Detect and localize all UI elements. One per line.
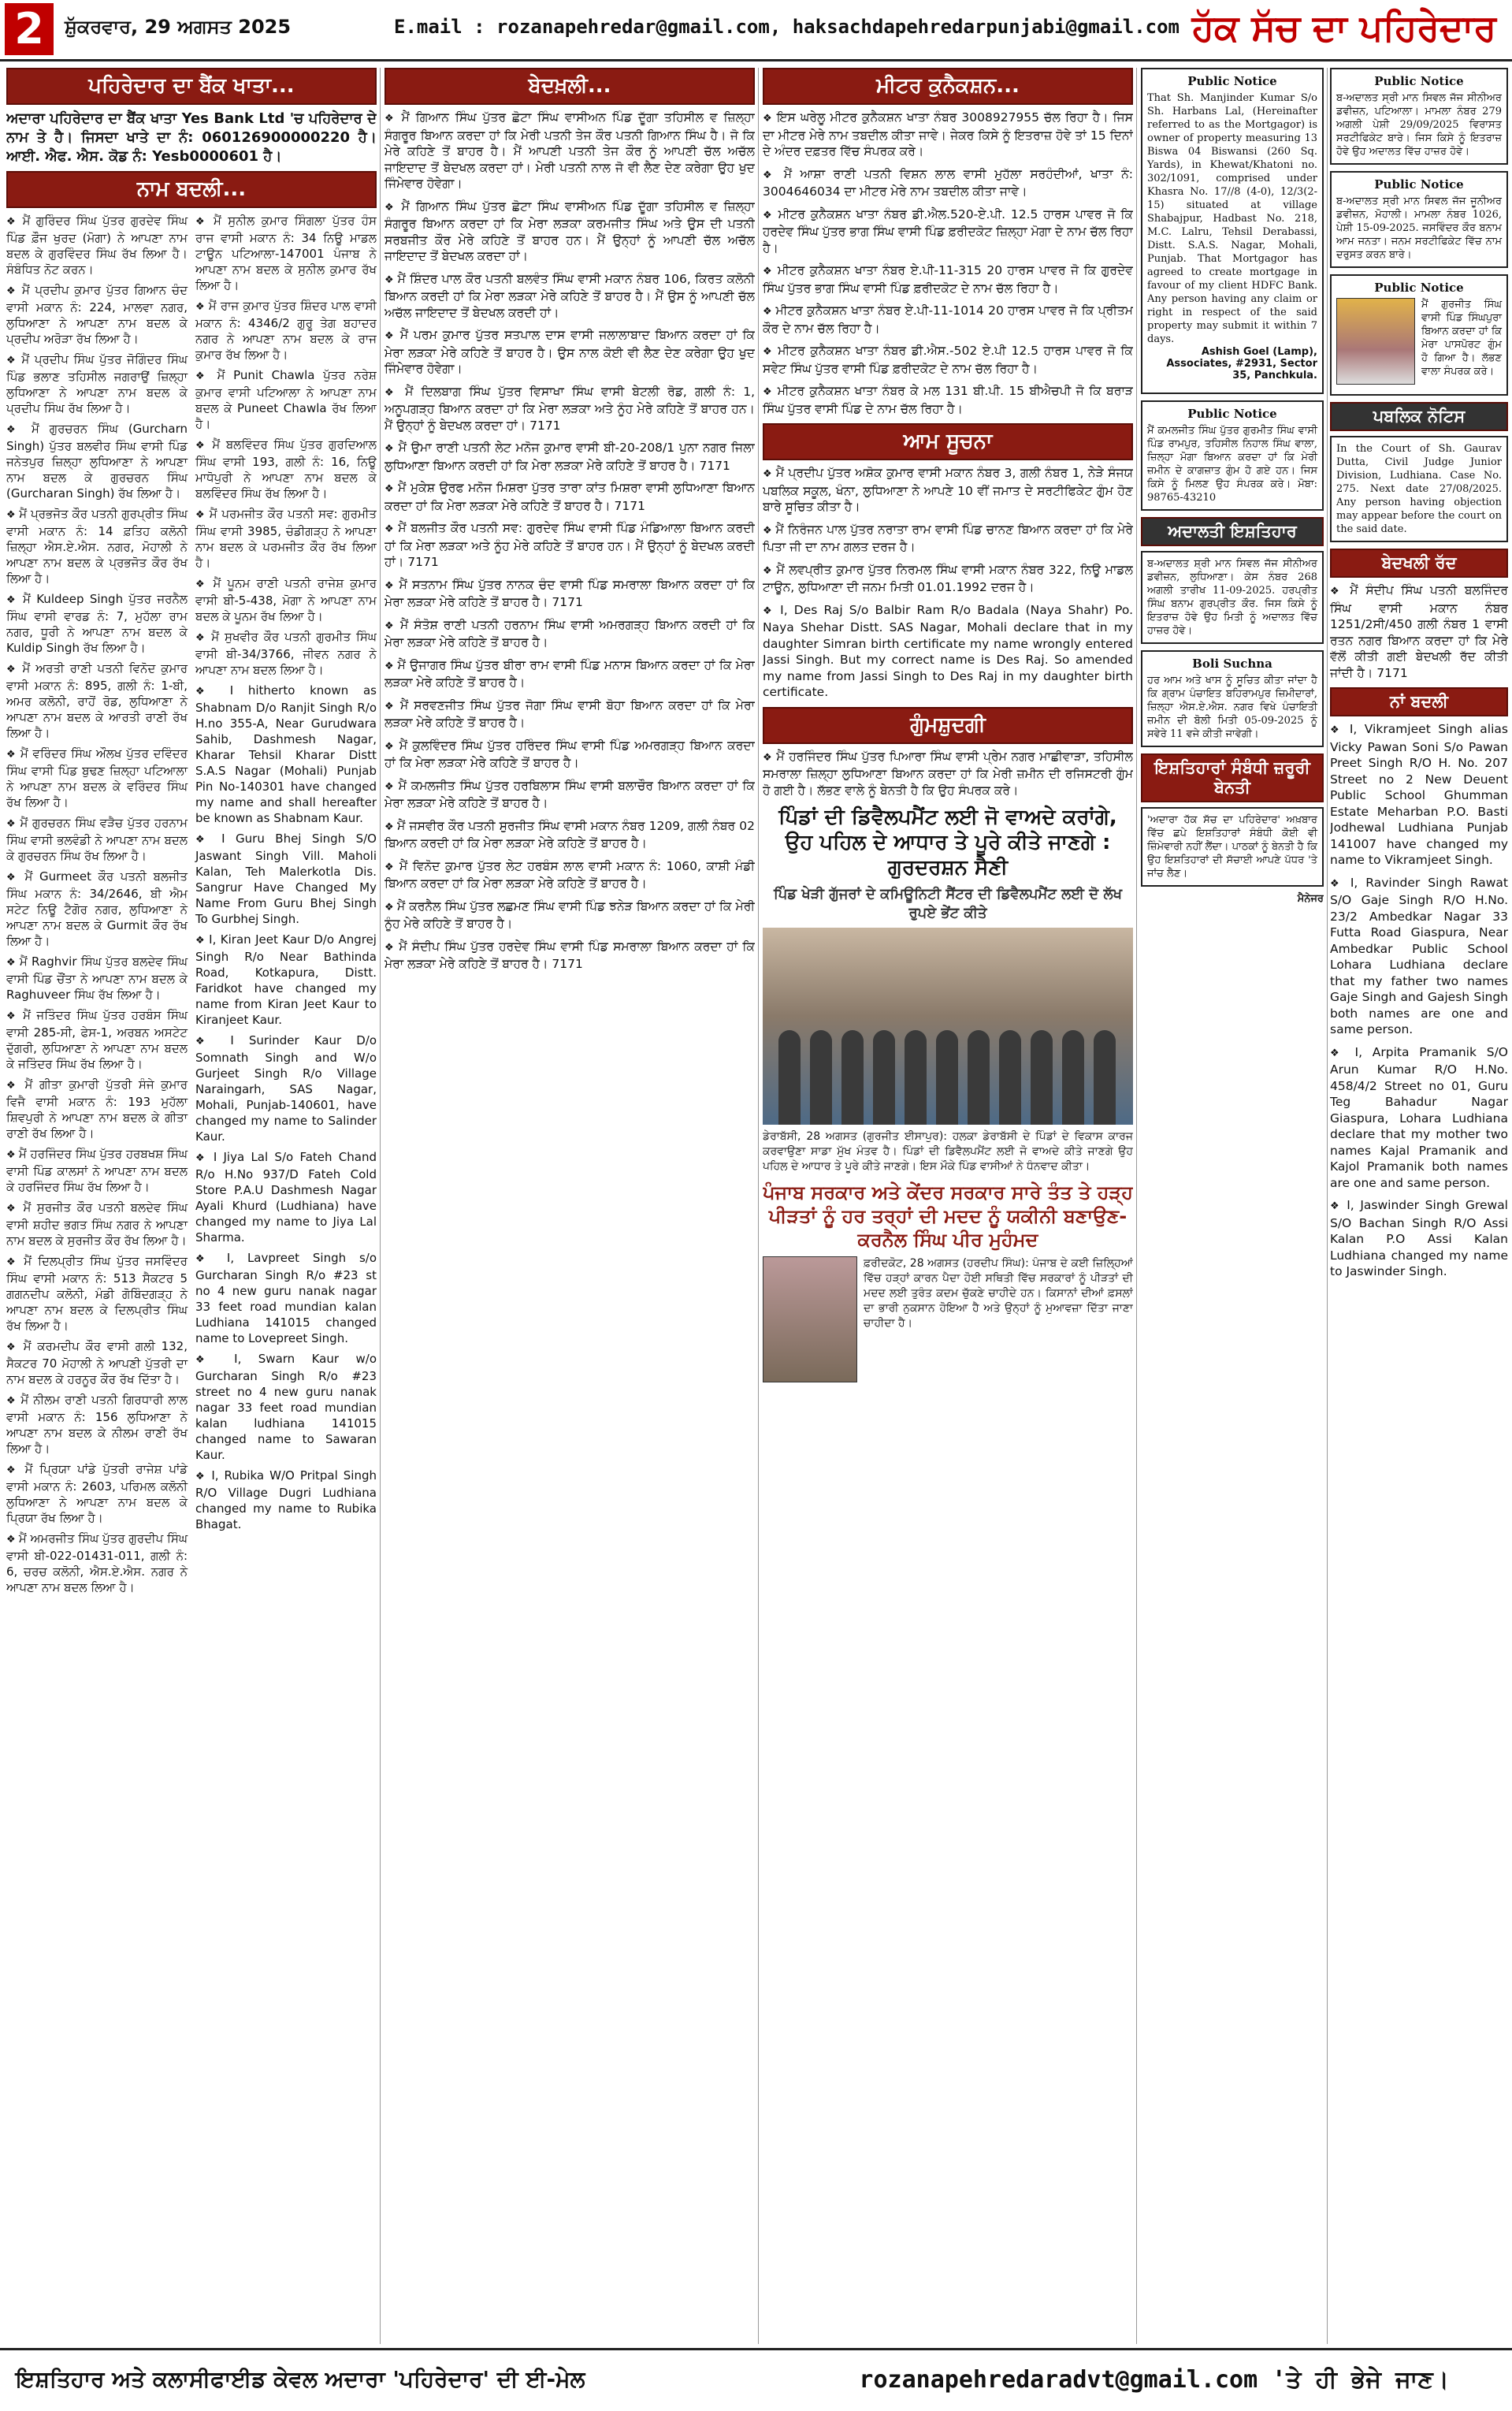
list-item: ❖ ਮੈਂ ਕੁਲਵਿੰਦਰ ਸਿੰਘ ਪੁੱਤਰ ਹਰਿੰਦਰ ਸਿੰਘ ਵਾਸੀ ਪਿੰਡ ਅਮਰਗੜ੍ਹ ਬਿਆਨ ਕਰਦਾ ਹਾਂ ਕਿ ਮੇਰਾ ਲੜਕਾ ਮੇਰੇ ਕਹਿਣੇ ਤੋਂ ਬਾਹਰ ਹੈ। xyxy=(385,738,755,772)
list-item: ❖ ਮੈਂ ਅਰਤੀ ਰਾਣੀ ਪਤਨੀ ਵਿਨੋਦ ਕੁਮਾਰ ਵਾਸੀ ਮਕਾਨ ਨੰ: 895, ਗਲੀ ਨੰ: 1-ਬੀ, ਅਮਰ ਕਲੋਨੀ, ਰਾਹੋਂ ਰੋਡ, ਲੁਧਿਆਣਾ ਨੇ ਆਪਣਾ ਨਾਮ ਬਦਲ ਕੇ ਆਰਤੀ ਰਾਣੀ ਰੱਖ ਲਿਆ ਹੈ। xyxy=(6,660,188,741)
list-item: ❖ I Surinder Kaur D/o Somnath Singh and W/o Gurjeet Singh R/o Village Naraingarh, SAS Nagar, Mohali, Punjab-140601, have changed my name to Salinder Kaur. xyxy=(195,1032,377,1144)
auction-box xyxy=(1141,650,1324,747)
list-item: ❖ ਮੈਂ Kuldeep Singh ਪੁੱਤਰ ਜਰਨੈਲ ਸਿੰਘ ਵਾਸੀ ਵਾਰਡ ਨੰ: 7, ਮੁਹੱਲਾ ਰਾਮ ਨਗਰ, ਧੂਰੀ ਨੇ ਆਪਣਾ ਨਾਮ ਬਦਲ ਕੇ Kuldip Singh ਰੱਖ ਲਿਆ ਹੈ। xyxy=(6,591,188,656)
ads-request-text: 'ਅਦਾਰਾ ਹੱਕ ਸੱਚ ਦਾ ਪਹਿਰੇਦਾਰ' ਅਖ਼ਬਾਰ ਵਿੱਚ ਛਪੇ ਇਸ਼ਤਿਹਾਰਾਂ ਸੰਬੰਧੀ ਕੋਈ ਵੀ ਜ਼ਿੰਮੇਵਾਰੀ ਨਹੀਂ ਲੈਂਦਾ। ਪਾਠਕਾਂ ਨੂੰ ਬੇਨਤੀ ਹੈ ਕਿ ਉਹ ਇਸ਼ਤਿਹਾਰਾਂ ਦੀ ਸੱਚਾਈ ਆਪਣੇ ਪੱਧਰ 'ਤੇ ਜਾਂਚ ਲੈਣ। xyxy=(1141,807,1324,887)
public-notice-english: In the Court of Sh. Gaurav Dutta, Civil Judge Junior Division, Ludhiana. Case No. 275. Next date 27/08/2025. Any person having objection may appear before the court on the said date. xyxy=(1330,436,1508,542)
public-notice-box xyxy=(1141,68,1324,394)
column-divider xyxy=(1136,68,1137,2344)
general-notice-list xyxy=(763,465,1133,701)
meter-connection-list xyxy=(763,110,1133,417)
court-notice-box-3 xyxy=(1330,274,1508,396)
list-item: ❖ ਮੈਂ Gurmeet ਕੌਰ ਪਤਨੀ ਬਲਜੀਤ ਸਿੰਘ ਮਕਾਨ ਨੰ: 34/2646, ਬੀ ਐਮ ਸਟੇਟ ਨਿਊ ਟੈਗੋਰ ਨਗਰ, ਲੁਧਿਆਣਾ ਨੇ ਆਪਣਾ ਨਾਮ ਬਦਲ ਕੇ Gurmit ਕੌਰ ਰੱਖ ਲਿਆ ਹੈ। xyxy=(6,869,188,949)
column-meter-and-news xyxy=(763,68,1133,2344)
column-public-notices xyxy=(1141,68,1324,2344)
list-item: ❖ ਇਸ ਘਰੇਲੂ ਮੀਟਰ ਕੁਨੈਕਸ਼ਨ ਖਾਤਾ ਨੰਬਰ 3008927955 ਚੱਲ ਰਿਹਾ ਹੈ। ਜਿਸ ਦਾ ਮੀਟਰ ਮੇਰੇ ਨਾਮ ਤਬਦੀਲ ਕੀਤਾ ਜਾਵੇ। ਜੇਕਰ ਕਿਸੇ ਨੂੰ ਇਤਰਾਜ਼ ਹੋਵੇ ਤਾਂ 15 ਦਿਨਾਂ ਦੇ ਅੰਦਰ ਦਫ਼ਤਰ ਵਿੱਚ ਸੰਪਰਕ ਕਰੇ। xyxy=(763,110,1133,160)
story-subheadline: ਪਿੰਡ ਖੇੜੀ ਗੁੱਜਰਾਂ ਦੇ ਕਮਿਊਨਿਟੀ ਸੈਂਟਰ ਦੀ ਡਿਵੈਲਪਮੈਂਟ ਲਈ ਦੋ ਲੱਖ ਰੁਪਏ ਭੇਂਟ ਕੀਤੇ xyxy=(773,886,1123,921)
court-notice-2-text: ਬ-ਅਦਾਲਤ ਸ੍ਰੀ ਮਾਨ ਸਿਵਲ ਜੱਜ ਜੂਨੀਅਰ ਡਵੀਜ਼ਨ, ਮੋਹਾਲੀ। ਮਾਮਲਾ ਨੰਬਰ 1026, ਪੇਸ਼ੀ 15-09-2025. ਜਸਵਿੰਦਰ ਕੌਰ ਬਨਾਮ ਆਮ ਜਨਤਾ। ਜਨਮ ਸਰਟੀਫਿਕੇਟ ਵਿੱਚ ਨਾਮ ਦਰੁਸਤ ਕਰਨ ਬਾਰੇ। xyxy=(1336,195,1502,261)
column-name-change xyxy=(6,68,377,2344)
list-item: ❖ ਮੈਂ ਪ੍ਰਦੀਪ ਕੁਮਾਰ ਪੁੱਤਰ ਗਿਆਨ ਚੰਦ ਵਾਸੀ ਮਕਾਨ ਨੰ: 224, ਮਾਲਵਾ ਨਗਰ, ਲੁਧਿਆਣਾ ਨੇ ਆਪਣਾ ਨਾਮ ਬਦਲ ਕੇ ਪ੍ਰਦੀਪ ਅਰੋੜਾ ਰੱਖ ਲਿਆ ਹੈ। xyxy=(6,282,188,347)
story2-headline: ਪੰਜਾਬ ਸਰਕਾਰ ਅਤੇ ਕੇਂਦਰ ਸਰਕਾਰ ਸਾਰੇ ਤੰਤ ਤੇ ਹੜ੍ਹ ਪੀੜਤਾਂ ਨੂੰ ਹਰ ਤਰ੍ਹਾਂ ਦੀ ਮਦਦ ਨੂੰ ਯਕੀਨੀ ਬਣਾਉਣ-ਕਰਨੈਲ ਸਿੰਘ ਪੀਰ ਮੁਹੰਮਦ xyxy=(763,1181,1133,1251)
list-item: ❖ I, Vikramjeet Singh alias Vicky Pawan Soni S/o Pawan Preet Singh R/O H. No. 207 Street no 2 New Deuent Public School Ghumman Estate Meharban P.O. Basti Jodhewal Ludhiana Punjab 141007 have changed my name to Vikramjeet Singh. xyxy=(1330,721,1508,869)
list-item: ❖ I Guru Bhej Singh S/O Jaswant Singh Vill. Maholi Kalan, Teh Malerkotla Dis. Sangrur Have Changed My Name From Guru Bhej Singh To Gurbhej Singh. xyxy=(195,831,377,927)
meter-connection-heading: ਮੀਟਰ ਕੁਨੈਕਸ਼ਨ... xyxy=(763,68,1133,105)
court-notice-3-title: Public Notice xyxy=(1374,281,1464,295)
column-divider xyxy=(380,68,381,2344)
column-eviction xyxy=(385,68,755,2344)
column-divider xyxy=(1327,68,1328,2344)
missing-notice: ❖ ਮੈਂ ਹਰਜਿੰਦਰ ਸਿੰਘ ਪੁੱਤਰ ਪਿਆਰਾ ਸਿੰਘ ਵਾਸੀ ਪ੍ਰੇਮ ਨਗਰ ਮਾਛੀਵਾੜਾ, ਤਹਿਸੀਲ ਸਮਰਾਲਾ ਜ਼ਿਲ੍ਹਾ ਲੁਧਿਆਣਾ ਬਿਆਨ ਕਰਦਾ ਹਾਂ ਕਿ ਮੇਰੀ ਜ਼ਮੀਨ ਦੀ ਰਜਿਸਟਰੀ ਗੁੰਮ ਹੋ ਗਈ ਹੈ। ਲੱਭਣ ਵਾਲੇ ਨੂੰ ਬੇਨਤੀ ਹੈ ਕਿ ਉਹ ਸੰਪਰਕ ਕਰੇ। xyxy=(763,749,1133,799)
list-item: ❖ ਮੈਂ ਦਿਲਪ੍ਰੀਤ ਸਿੰਘ ਪੁੱਤਰ ਜਸਵਿੰਦਰ ਸਿੰਘ ਵਾਸੀ ਮਕਾਨ ਨੰ: 513 ਸੈਕਟਰ 5 ਗਗਨਦੀਪ ਕਲੋਨੀ, ਮੰਡੀ ਗੋਬਿੰਦਗੜ੍ਹ ਨੇ ਆਪਣਾ ਨਾਮ ਬਦਲ ਕੇ ਦਿਲਪ੍ਰੀਤ ਸਿੰਘ ਰੱਖ ਲਿਆ ਹੈ। xyxy=(6,1253,188,1334)
list-item: ❖ ਮੈਂ ਪਰਮਜੀਤ ਕੌਰ ਪਤਨੀ ਸਵ: ਗੁਰਮੀਤ ਸਿੰਘ ਵਾਸੀ 3985, ਚੰਡੀਗੜ੍ਹ ਨੇ ਆਪਣਾ ਨਾਮ ਬਦਲ ਕੇ ਪਰਮਜੀਤ ਕੌਰ ਰੱਖ ਲਿਆ ਹੈ। xyxy=(195,506,377,571)
list-item: ❖ ਮੈਂ ਸਤਨਾਮ ਸਿੰਘ ਪੁੱਤਰ ਨਾਨਕ ਚੰਦ ਵਾਸੀ ਪਿੰਡ ਸਮਰਾਲਾ ਬਿਆਨ ਕਰਦਾ ਹਾਂ ਕਿ ਮੇਰਾ ਲੜਕਾ ਮੇਰੇ ਕਹਿਣੇ ਤੋਂ ਬਾਹਰ ਹੈ। 7171 xyxy=(385,577,755,611)
list-item: ❖ I, Des Raj S/o Balbir Ram R/o Badala (Naya Shahr) Po. Naya Shehar Distt. SAS Nagar, Mohali declare that in my daughter Simran birth certificate my name wrongly entered Jassi Singh. But my correct name is Des Raj. So amended my name from Jassi Singh to Des Raj in my daughter birth certificate. xyxy=(763,602,1133,701)
footer-email: rozanapehredaradvt@gmail.com 'ਤੇ ਹੀ ਭੇਜੇ ਜਾਣ। xyxy=(859,2366,1449,2394)
list-item: ❖ ਮੈਂ ਗਿਆਨ ਸਿੰਘ ਪੁੱਤਰ ਛੋਟਾ ਸਿੰਘ ਵਾਸੀਅਨ ਪਿੰਡ ਦੂੱਗਾ ਤਹਿਸੀਲ ਵ ਜ਼ਿਲ੍ਹਾ ਸੰਗਰੂਰ ਬਿਆਨ ਕਰਦਾ ਹਾਂ ਕਿ ਮੇਰਾ ਲੜਕਾ ਕਰਮਜੀਤ ਸਿੰਘ ਅਤੇ ਉਸ ਦੀ ਪਤਨੀ ਸਰਬਜੀਤ ਕੌਰ ਮੇਰੇ ਕਹਿਣੇ ਤੋਂ ਬਾਹਰ ਹਨ। ਮੈਂ ਉਨ੍ਹਾਂ ਨੂੰ ਆਪਣੀ ਚੱਲ ਅਚੱਲ ਜਾਇਦਾਦ ਤੋਂ ਬੇਦਖਲ ਕਰਦਾ ਹਾਂ। xyxy=(385,199,755,265)
list-item: ❖ ਮੈਂ ਵਿਨੋਦ ਕੁਮਾਰ ਪੁੱਤਰ ਲੇਟ ਹਰਬੰਸ ਲਾਲ ਵਾਸੀ ਮਕਾਨ ਨੰ: 1060, ਕਾਸ਼ੀ ਮੰਡੀ ਬਿਆਨ ਕਰਦਾ ਹਾਂ ਕਿ ਮੇਰਾ ਲੜਕਾ ਮੇਰੇ ਕਹਿਣੇ ਤੋਂ ਬਾਹਰ ਹੈ। xyxy=(385,858,755,892)
list-item: ❖ ਮੈਂ ਗਿਆਨ ਸਿੰਘ ਪੁੱਤਰ ਛੋਟਾ ਸਿੰਘ ਵਾਸੀਅਨ ਪਿੰਡ ਦੂੱਗਾ ਤਹਿਸੀਲ ਵ ਜ਼ਿਲ੍ਹਾ ਸੰਗਰੂਰ ਬਿਆਨ ਕਰਦਾ ਹਾਂ ਕਿ ਮੇਰੀ ਪਤਨੀ ਤੇਜ ਕੌਰ ਪਤਨੀ ਗਿਆਨ ਸਿੰਘ ਹੈ। ਜੋ ਕਿ ਮੇਰੇ ਕਹਿਣੇ ਤੋਂ ਬਾਹਰ ਹੈ। ਮੈਂ ਆਪਣੀ ਪਤਨੀ ਤੇਜ ਕੌਰ ਨੂੰ ਆਪਣੀ ਚੱਲ ਅਚੱਲ ਜਾਇਦਾਦ ਤੋਂ ਬੇਦਖਲ ਕਰਦਾ ਹਾਂ। ਮੇਰੀ ਪਤਨੀ ਨਾਲ ਜੋ ਵੀ ਲੈਣ ਦੇਣ ਕਰੇਗਾ ਉਹ ਖੁਦ ਜਿੰਮੇਵਾਰ ਹੋਵੇਗਾ। xyxy=(385,110,755,192)
list-item: ❖ ਮੈਂ ਬਲਜੀਤ ਕੌਰ ਪਤਨੀ ਸਵ: ਗੁਰਦੇਵ ਸਿੰਘ ਵਾਸੀ ਪਿੰਡ ਮੰਡਿਆਲਾ ਬਿਆਨ ਕਰਦੀ ਹਾਂ ਕਿ ਮੇਰਾ ਲੜਕਾ ਅਤੇ ਨੂੰਹ ਮੇਰੇ ਕਹਿਣੇ ਤੋਂ ਬਾਹਰ ਹਨ। ਮੈਂ ਉਨ੍ਹਾਂ ਨੂੰ ਬੇਦਖਲ ਕਰਦੀ ਹਾਂ। 7171 xyxy=(385,520,755,571)
public-notice-sign: Ashish Goel (Lamp), Associates, #2931, Sector 35, Panchkula. xyxy=(1166,346,1317,381)
list-item: ❖ ਮੈਂ ਕਮਲਜੀਤ ਸਿੰਘ ਪੁੱਤਰ ਹਰਬਿਲਾਸ ਸਿੰਘ ਵਾਸੀ ਬਲਾਚੌਰ ਬਿਆਨ ਕਰਦਾ ਹਾਂ ਕਿ ਮੇਰਾ ਲੜਕਾ ਮੇਰੇ ਕਹਿਣੇ ਤੋਂ ਬਾਹਰ ਹੈ। xyxy=(385,778,755,812)
court-ad-heading: ਅਦਾਲਤੀ ਇਸ਼ਤਿਹਾਰ xyxy=(1141,517,1324,546)
list-item: ❖ ਮੈਂ ਨੀਲਮ ਰਾਣੀ ਪਤਨੀ ਗਿਰਧਾਰੀ ਲਾਲ ਵਾਸੀ ਮਕਾਨ ਨੰ: 156 ਲੁਧਿਆਣਾ ਨੇ ਆਪਣਾ ਨਾਮ ਬਦਲ ਕੇ ਨੀਲਮ ਰਾਣੀ ਰੱਖ ਲਿਆ ਹੈ। xyxy=(6,1392,188,1457)
list-item: ❖ ਮੈਂ ਉਮਾ ਰਾਣੀ ਪਤਨੀ ਲੇਟ ਮਨੋਜ ਕੁਮਾਰ ਵਾਸੀ ਬੀ-20-208/1 ਪੁਨਾ ਨਗਰ ਜਿਲਾ ਲੁਧਿਆਣਾ ਬਿਆਨ ਕਰਦੀ ਹਾਂ ਕਿ ਮੇਰਾ ਲੜਕਾ ਮੇਰੇ ਕਹਿਣੇ ਤੋਂ ਬਾਹਰ ਹੈ। 7171 xyxy=(385,440,755,474)
ads-request-heading: ਇਸ਼ਤਿਹਾਰਾਂ ਸੰਬੰਧੀ ਜ਼ਰੂਰੀ ਬੇਨਤੀ xyxy=(1141,753,1324,802)
list-item: ❖ ਮੀਟਰ ਕੁਨੈਕਸ਼ਨ ਖਾਤਾ ਨੰਬਰ ਏ.ਪੀ-11-1014 20 ਹਾਰਸ ਪਾਵਰ ਜੋ ਕਿ ਪ੍ਰੀਤਮ ਕੌਰ ਦੇ ਨਾਮ ਚੱਲ ਰਿਹਾ ਹੈ। xyxy=(763,303,1133,337)
court-notice-2-title: Public Notice xyxy=(1374,177,1464,192)
public-notice-text: That Sh. Manjinder Kumar S/o Sh. Harbans Lal, (Hereinafter referred to as the Mortgagor) is owner of property measuring 13 Biswa 04 Biswansi (260 Sq. Yards), in Khewat/Khatoni no. 302/1091, comprised under Khasra No. 17//8 (4-0), 12/3(2-15) situated at village Shabajpur, Hadbast No. 218, M.C. Lalru, Tehsil Derabassi, Distt. S.A.S. Nagar, Mohali, Punjab. That Mortgagor has agreed to create mortgage in favour of my client HDFC Bank. Any person having any claim or right in respect of the said property may submit it within 7 days. xyxy=(1147,92,1317,345)
list-item: ❖ ਮੈਂ ਵਰਿੰਦਰ ਸਿੰਘ ਔਲਖ ਪੁੱਤਰ ਦਵਿੰਦਰ ਸਿੰਘ ਵਾਸੀ ਪਿੰਡ ਬੁਢਣ ਜ਼ਿਲ੍ਹਾ ਪਟਿਆਲਾ ਨੇ ਆਪਣਾ ਨਾਮ ਬਦਲ ਕੇ ਵਰਿੰਦਰ ਸਿੰਘ ਰੱਖ ਲਿਆ ਹੈ। xyxy=(6,746,188,810)
list-item: ❖ ਮੈਂ Punit Chawla ਪੁੱਤਰ ਨਰੇਸ਼ ਕੁਮਾਰ ਵਾਸੀ ਪਟਿਆਲਾ ਨੇ ਆਪਣਾ ਨਾਮ ਬਦਲ ਕੇ Puneet Chawla ਰੱਖ ਲਿਆ ਹੈ। xyxy=(195,367,377,432)
public-notice-box-2 xyxy=(1141,400,1324,511)
auction-title: Boli Suchna xyxy=(1192,657,1272,671)
name-change-heading-2: ਨਾਂ ਬਦਲੀ xyxy=(1330,687,1508,716)
list-item: ❖ I, Swarn Kaur w/o Gurcharan Singh R/o #23 street no 4 new guru nanak nagar 33 feet road mundian kalan ludhiana 141015 changed name to Sawaran Kaur. xyxy=(195,1351,377,1463)
list-item: ❖ ਮੀਟਰ ਕੁਨੈਕਸ਼ਨ ਖਾਤਾ ਨੰਬਰ ਡੀ.ਐਲ.520-ਏ.ਪੀ. 12.5 ਹਾਰਸ ਪਾਵਰ ਜੋ ਕਿ ਹਰਦੇਵ ਸਿੰਘ ਪੁੱਤਰ ਭਾਗ ਸਿੰਘ ਵਾਸੀ ਪਿੰਡ ਫ਼ਰੀਦਕੋਟ ਜ਼ਿਲ੍ਹਾ ਮੋਗਾ ਦੇ ਨਾਮ ਚੱਲ ਰਿਹਾ ਹੈ। xyxy=(763,206,1133,257)
footer-text: ਇਸ਼ਤਿਹਾਰ ਅਤੇ ਕਲਾਸੀਫਾਈਡ ਕੇਵਲ ਅਦਾਰਾ 'ਪਹਿਰੇਦਾਰ' ਦੀ ਈ-ਮੇਲ xyxy=(16,2366,585,2392)
auction-text: ਹਰ ਆਮ ਅਤੇ ਖਾਸ ਨੂੰ ਸੂਚਿਤ ਕੀਤਾ ਜਾਂਦਾ ਹੈ ਕਿ ਗ੍ਰਾਮ ਪੰਚਾਇਤ ਬਹਿਰਾਮਪੁਰ ਜ਼ਿਮੀਦਾਰਾਂ, ਜ਼ਿਲ੍ਹਾ ਐਸ.ਏ.ਐਸ. ਨਗਰ ਵਿਖੇ ਪੰਚਾਇਤੀ ਜ਼ਮੀਨ ਦੀ ਬੋਲੀ ਮਿਤੀ 05-09-2025 ਨੂੰ ਸਵੇਰੇ 11 ਵਜੇ ਕੀਤੀ ਜਾਵੇਗੀ। xyxy=(1147,675,1317,740)
list-item: ❖ ਮੈਂ ਸ਼ਿੰਦਰ ਪਾਲ ਕੌਰ ਪਤਨੀ ਬਲਵੰਤ ਸਿੰਘ ਵਾਸੀ ਮਕਾਨ ਨੰਬਰ 106, ਕਿਰਤ ਕਲੋਨੀ ਬਿਆਨ ਕਰਦੀ ਹਾਂ ਕਿ ਮੇਰਾ ਲੜਕਾ ਮੇਰੇ ਕਹਿਣੇ ਤੋਂ ਬਾਹਰ ਹੈ। ਮੈਂ ਉਸ ਨੂੰ ਆਪਣੀ ਚੱਲ ਅਚੱਲ ਜਾਇਦਾਦ ਤੋਂ ਬੇਦਖਲ ਕਰਦੀ ਹਾਂ। xyxy=(385,271,755,322)
bank-account-heading: ਪਹਿਰੇਦਾਰ ਦਾ ਬੈਂਕ ਖਾਤਾ... xyxy=(6,68,377,105)
court-notice-text: ਬ-ਅਦਾਲਤ ਸ੍ਰੀ ਮਾਨ ਸਿਵਲ ਜੱਜ ਸੀਨੀਅਰ ਡਵੀਜ਼ਨ, ਪਟਿਆਲਾ। ਮਾਮਲਾ ਨੰਬਰ 279 ਅਗਲੀ ਪੇਸ਼ੀ 29/09/2025 ਵਿਰਾਸਤ ਸਰਟੀਫਿਕੇਟ ਬਾਰੇ। ਜਿਸ ਕਿਸੇ ਨੂੰ ਇਤਰਾਜ਼ ਹੋਵੇ ਉਹ ਅਦਾਲਤ ਵਿੱਚ ਹਾਜ਼ਰ ਹੋਵੇ। xyxy=(1336,92,1502,158)
eviction-cancel-heading: ਬੇਦਖਲੀ ਰੱਦ xyxy=(1330,549,1508,578)
list-item: ❖ ਮੈਂ ਸੁਖਵੀਰ ਕੌਰ ਪਤਨੀ ਗੁਰਮੀਤ ਸਿੰਘ ਵਾਸੀ ਬੀ-34/3766, ਜੀਵਨ ਨਗਰ ਨੇ ਆਪਣਾ ਨਾਮ ਬਦਲ ਲਿਆ ਹੈ। xyxy=(195,629,377,678)
name-change-list-2 xyxy=(1330,721,1508,1280)
public-notice-heading: ਪਬਲਿਕ ਨੋਟਿਸ xyxy=(1330,402,1508,431)
list-item: ❖ ਮੈਂ ਆਸ਼ਾ ਰਾਣੀ ਪਤਨੀ ਵਿਸ਼ਨ ਲਾਲ ਵਾਸੀ ਮੁਹੱਲਾ ਸਰਹੰਦੀਆਂ, ਖਾਤਾ ਨੰ: 3004646034 ਦਾ ਮੀਟਰ ਮੇਰੇ ਨਾਮ ਤਬਦੀਲ ਕੀਤਾ ਜਾਵੇ। xyxy=(763,166,1133,200)
list-item: ❖ I hitherto known as Shabnam D/o Ranjit Singh R/o H.no 355-A, Near Gurudwara Sahib, Dashmesh Nagar, Kharar Tehsil Kharar Distt S.A.S Nagar (Mohali) Punjab Pin No-140301 have changed my name and shall hereafter be known as Shabnam Kaur. xyxy=(195,683,377,826)
brand-logo: ਹੱਕ ਸੱਚ ਦਾ ਪਹਿਰੇਦਾਰ xyxy=(1191,6,1496,49)
eviction-list xyxy=(385,110,755,973)
name-change-list xyxy=(6,213,377,1595)
list-item: ❖ ਮੈਂ ਲਵਪ੍ਰੀਤ ਕੁਮਾਰ ਪੁੱਤਰ ਨਿਰਮਲ ਸਿੰਘ ਵਾਸੀ ਮਕਾਨ ਨੰਬਰ 322, ਨਿਊ ਮਾਡਲ ਟਾਊਨ, ਲੁਧਿਆਣਾ ਦੀ ਜਨਮ ਮਿਤੀ 01.01.1992 ਦਰਜ ਹੈ। xyxy=(763,562,1133,596)
general-notice-heading: ਆਮ ਸੂਚਨਾ xyxy=(763,423,1133,460)
list-item: ❖ I, Kiran Jeet Kaur D/o Angrej Singh R/o Near Bathinda Road, Kotkapura, Distt. Faridkot have changed my name from Kiran Jeet Kaur to Kiranjeet Kaur. xyxy=(195,932,377,1028)
list-item: ❖ ਮੈਂ ਨਿਰੰਜਨ ਪਾਲ ਪੁੱਤਰ ਨਰਾਤਾ ਰਾਮ ਵਾਸੀ ਪਿੰਡ ਚਾਨਣ ਬਿਆਨ ਕਰਦਾ ਹਾਂ ਕਿ ਮੇਰੇ ਪਿਤਾ ਜੀ ਦਾ ਨਾਮ ਗਲਤ ਦਰਜ ਹੈ। xyxy=(763,522,1133,556)
list-item: ❖ ਮੈਂ ਪ੍ਰਭਜੋਤ ਕੌਰ ਪਤਨੀ ਗੁਰਪ੍ਰੀਤ ਸਿੰਘ ਵਾਸੀ ਮਕਾਨ ਨੰ: 14 ਫ਼ਤਿਹ ਕਲੋਨੀ ਜ਼ਿਲ੍ਹਾ ਐਸ.ਏ.ਐਸ. ਨਗਰ, ਮੋਹਾਲੀ ਨੇ ਆਪਣਾ ਨਾਮ ਬਦਲ ਕੇ ਪ੍ਰਭਜੋਤ ਕੌਰ ਰੱਖ ਲਿਆ ਹੈ। xyxy=(6,506,188,586)
list-item: ❖ ਮੈਂ ਪ੍ਰਿਯਾ ਪਾਂਡੇ ਪੁੱਤਰੀ ਰਾਜੇਸ਼ ਪਾਂਡੇ ਵਾਸੀ ਮਕਾਨ ਨੰ: 2603, ਪਰਿਮਲ ਕਲੋਨੀ ਲੁਧਿਆਣਾ ਨੇ ਆਪਣਾ ਨਾਮ ਬਦਲ ਕੇ ਪ੍ਰਿਯਾ ਰੱਖ ਲਿਆ ਹੈ। xyxy=(6,1461,188,1526)
list-item: ❖ ਮੈਂ ਗੀਤਾ ਕੁਮਾਰੀ ਪੁੱਤਰੀ ਸੰਜੇ ਕੁਮਾਰ ਵਿਜੈ ਵਾਸੀ ਮਕਾਨ ਨੰ: 193 ਮੁਹੱਲਾ ਸ਼ਿਵਪੁਰੀ ਨੇ ਆਪਣਾ ਨਾਮ ਬਦਲ ਕੇ ਗੀਤਾ ਰਾਣੀ ਰੱਖ ਲਿਆ ਹੈ। xyxy=(6,1077,188,1141)
court-notice-box-2 xyxy=(1330,171,1508,268)
list-item: ❖ I, Jaswinder Singh Grewal S/O Bachan Singh R/O Assi Kalan P.O Assi Kalan Ludhiana changed my name to Jaswinder Singh. xyxy=(1330,1197,1508,1280)
list-item: ❖ ਮੈਂ ਅਮਰਜੀਤ ਸਿੰਘ ਪੁੱਤਰ ਗੁਰਦੀਪ ਸਿੰਘ ਵਾਸੀ ਬੀ-022-01431-011, ਗਲੀ ਨੰ: 6, ਚਰਚ ਕਲੋਨੀ, ਐਸ.ਏ.ਐਸ. ਨਗਰ ਨੇ ਆਪਣਾ ਨਾਮ ਬਦਲ ਲਿਆ ਹੈ। xyxy=(6,1531,188,1595)
missing-heading: ਗੁੰਮਸ਼ੁਦਗੀ xyxy=(763,707,1133,744)
list-item: ❖ I, Ravinder Singh Rawat S/O Gaje Singh R/O H.No. 23/2 Ambedkar Nagar 33 Futta Road Giaspura, Near Ambedkar Public School Lohara Ludhiana declare that my father two names Gaje Singh and Gajesh Singh both names are one and same person. xyxy=(1330,875,1508,1038)
list-item: ❖ ਮੀਟਰ ਕੁਨੈਕਸ਼ਨ ਖਾਤਾ ਨੰਬਰ ਕੇ ਮਲ 131 ਬੀ.ਪੀ. 15 ਬੀਐਚਪੀ ਜੋ ਕਿ ਬਰਾੜ ਸਿੰਘ ਪੁੱਤਰ ਵਾਸੀ ਪਿੰਡ ਦੇ ਨਾਮ ਚੱਲ ਰਿਹਾ ਹੈ। xyxy=(763,383,1133,417)
list-item: ❖ ਮੈਂ ਪੂਨਮ ਰਾਣੀ ਪਤਨੀ ਰਾਜੇਸ਼ ਕੁਮਾਰ ਵਾਸੀ ਬੀ-5-438, ਮੋਗਾ ਨੇ ਆਪਣਾ ਨਾਮ ਬਦਲ ਕੇ ਪੂਨਮ ਰੱਖ ਲਿਆ ਹੈ। xyxy=(195,575,377,624)
public-notice-2-text: ਮੈਂ ਕਮਲਜੀਤ ਸਿੰਘ ਪੁੱਤਰ ਗੁਰਮੀਤ ਸਿੰਘ ਵਾਸੀ ਪਿੰਡ ਰਾਮਪੁਰ, ਤਹਿਸੀਲ ਨਿਹਾਲ ਸਿੰਘ ਵਾਲਾ, ਜ਼ਿਲ੍ਹਾ ਮੋਗਾ ਬਿਆਨ ਕਰਦਾ ਹਾਂ ਕਿ ਮੇਰੀ ਜ਼ਮੀਨ ਦੇ ਕਾਗਜ਼ਾਤ ਗੁੰਮ ਹੋ ਗਏ ਹਨ। ਜਿਸ ਕਿਸੇ ਨੂੰ ਮਿਲਣ ਉਹ ਸੰਪਰਕ ਕਰੇ। ਮੋਬਾ: 98765-43210 xyxy=(1147,425,1317,504)
list-item: ❖ ਮੈਂ ਬਲਵਿੰਦਰ ਸਿੰਘ ਪੁੱਤਰ ਗੁਰਦਿਆਲ ਸਿੰਘ ਵਾਸੀ 193, ਗਲੀ ਨੰ: 16, ਨਿਊ ਮਾਧੋਪੁਰੀ ਨੇ ਆਪਣਾ ਨਾਮ ਬਦਲ ਕੇ ਬਲਵਿੰਦਰ ਸਿੰਘ ਰੱਖ ਲਿਆ ਹੈ। xyxy=(195,437,377,501)
list-item: ❖ ਮੈਂ ਮੁਕੇਸ਼ ਉਰਫ ਮਨੋਜ ਮਿਸ਼ਰਾ ਪੁੱਤਰ ਤਾਰਾ ਕਾਂਤ ਮਿਸ਼ਰਾ ਵਾਸੀ ਲੁਧਿਆਣਾ ਬਿਆਨ ਕਰਦਾ ਹਾਂ ਕਿ ਮੇਰਾ ਲੜਕਾ ਮੇਰੇ ਕਹਿਣੇ ਤੋਂ ਬਾਹਰ ਹੈ। 7171 xyxy=(385,480,755,514)
list-item: ❖ ਮੈਂ ਪਰਮ ਕੁਮਾਰ ਪੁੱਤਰ ਸਤਪਾਲ ਦਾਸ ਵਾਸੀ ਜਲਾਲਾਬਾਦ ਬਿਆਨ ਕਰਦਾ ਹਾਂ ਕਿ ਮੇਰਾ ਲੜਕਾ ਮੇਰੇ ਕਹਿਣੇ ਤੋਂ ਬਾਹਰ ਹੈ। ਉਸ ਨਾਲ ਕੋਈ ਵੀ ਲੈਣ ਦੇਣ ਕਰੇਗਾ ਉਹ ਖੁਦ ਜਿੰਮੇਵਾਰ ਹੋਵੇਗਾ। xyxy=(385,327,755,378)
list-item: ❖ ਮੈਂ ਗੁਰਚਰਨ ਸਿੰਘ (Gurcharn Singh) ਪੁੱਤਰ ਬਲਵੀਰ ਸਿੰਘ ਵਾਸੀ ਪਿੰਡ ਜਨੇਤਪੁਰ ਜ਼ਿਲ੍ਹਾ ਲੁਧਿਆਣਾ ਨੇ ਆਪਣਾ ਨਾਮ ਬਦਲ ਕੇ ਗੁਰਚਰਨ ਸਿੰਘ (Gurcharan Singh) ਰੱਖ ਲਿਆ ਹੈ। xyxy=(6,421,188,501)
list-item: ❖ ਮੈਂ ਸੁਰਜੀਤ ਕੌਰ ਪਤਨੀ ਬਲਦੇਵ ਸਿੰਘ ਵਾਸੀ ਸ਼ਹੀਦ ਭਗਤ ਸਿੰਘ ਨਗਰ ਨੇ ਆਪਣਾ ਨਾਮ ਬਦਲ ਕੇ ਸੁਰਜੀਤ ਕੌਰ ਰੱਖ ਲਿਆ ਹੈ। xyxy=(6,1200,188,1248)
eviction-cancel-text: ❖ ਮੈਂ ਸੰਦੀਪ ਸਿੰਘ ਪਤਨੀ ਬਲਜਿੰਦਰ ਸਿੰਘ ਵਾਸੀ ਮਕਾਨ ਨੰਬਰ 1251/2ਸੀ/450 ਗਲੀ ਨੰਬਰ 1 ਵਾਸੀ ਰਤਨ ਨਗਰ ਬਿਆਨ ਕਰਦਾ ਹਾਂ ਕਿ ਮੇਰੇ ਵੱਲੋਂ ਕੀਤੀ ਗਈ ਬੇਦਖਲੀ ਰੱਦ ਕੀਤੀ ਜਾਂਦੀ ਹੈ। 7171 xyxy=(1330,582,1508,681)
eviction-heading: ਬੇਦਖ਼ਲੀ... xyxy=(385,68,755,105)
list-item: ❖ ਮੈਂ ਜਸਵੀਰ ਕੌਰ ਪਤਨੀ ਸੁਰਜੀਤ ਸਿੰਘ ਵਾਸੀ ਮਕਾਨ ਨੰਬਰ 1209, ਗਲੀ ਨੰਬਰ 02 ਬਿਆਨ ਕਰਦੀ ਹਾਂ ਕਿ ਮੇਰਾ ਲੜਕਾ ਮੇਰੇ ਕਹਿਣੇ ਤੋਂ ਬਾਹਰ ਹੈ। xyxy=(385,818,755,852)
column-court-notices xyxy=(1330,68,1508,2344)
list-item: ❖ ਮੈਂ ਸਰਵਣਜੀਤ ਸਿੰਘ ਪੁੱਤਰ ਜੋਗਾ ਸਿੰਘ ਵਾਸੀ ਬੋਹਾ ਬਿਆਨ ਕਰਦਾ ਹਾਂ ਕਿ ਮੇਰਾ ਲੜਕਾ ਮੇਰੇ ਕਹਿਣੇ ਤੋਂ ਬਾਹਰ ਹੈ। xyxy=(385,698,755,731)
contact-email: E.mail : rozanapehredar@gmail.com, haksachdapehredarpunjabi@gmail.com xyxy=(394,16,1180,38)
name-change-heading: ਨਾਮ ਬਦਲੀ... xyxy=(6,171,377,208)
story-photo xyxy=(763,928,1133,1125)
story-headline: ਪਿੰਡਾਂ ਦੀ ਡਿਵੈਲਪਮੈਂਟ ਲਈ ਜੋ ਵਾਅਦੇ ਕਰਾਂਗੇ, ਉਹ ਪਹਿਲ ਦੇ ਆਧਾਰ ਤੇ ਪੂਰੇ ਕੀਤੇ ਜਾਣਗੇ : ਗੁਰਦਰਸ਼ਨ ਸੈਣੀ xyxy=(778,806,1117,880)
masthead xyxy=(0,0,1512,61)
notice-portrait xyxy=(1336,298,1415,385)
court-ad-text: ਬ-ਅਦਾਲਤ ਸ਼੍ਰੀ ਮਾਨ ਸਿਵਲ ਜੱਜ ਸੀਨੀਅਰ ਡਵੀਜ਼ਨ, ਲੁਧਿਆਣਾ। ਕੇਸ ਨੰਬਰ 268 ਅਗਲੀ ਤਾਰੀਖ 11-09-2025. ਹਰਪ੍ਰੀਤ ਸਿੰਘ ਬਨਾਮ ਗੁਰਪ੍ਰੀਤ ਕੌਰ. ਜਿਸ ਕਿਸੇ ਨੂੰ ਇਤਰਾਜ਼ ਹੋਵੇ ਉਹ ਮਿਤੀ ਨੂੰ ਅਦਾਲਤ ਵਿੱਚ ਹਾਜ਼ਰ ਹੋਵੇ। xyxy=(1141,551,1324,644)
list-item: ❖ I, Rubika W/O Pritpal Singh R/O Village Dugri Ludhiana changed my name to Rubika Bhagat. xyxy=(195,1468,377,1532)
issue-date: ਸ਼ੁੱਕਰਵਾਰ, 29 ਅਗਸਤ 2025 xyxy=(65,16,292,38)
list-item: ❖ ਮੈਂ ਕਰਨੈਲ ਸਿੰਘ ਪੁੱਤਰ ਲਛਮਣ ਸਿੰਘ ਵਾਸੀ ਪਿੰਡ ਝਨੇੜ ਬਿਆਨ ਕਰਦਾ ਹਾਂ ਕਿ ਮੇਰੀ ਨੂੰਹ ਮੇਰੇ ਕਹਿਣੇ ਤੋਂ ਬਾਹਰ ਹੈ। xyxy=(385,899,755,932)
list-item: ❖ I, Arpita Pramanik S/O Arun Kumar R/O H.No. 458/4/2 Street no 01, Guru Teg Bahadur Nagar Giaspura, Lohara Ludhiana declare that my mother two names Kajal Pramanik and Kajol Pramanik both names are one and same person. xyxy=(1330,1044,1508,1192)
ads-request-sign: ਮੈਨੇਜਰ xyxy=(1297,893,1324,905)
list-item: ❖ ਮੈਂ ਦਿਲਬਾਗ ਸਿੰਘ ਪੁੱਤਰ ਵਿਸਾਖਾ ਸਿੰਘ ਵਾਸੀ ਬੇਟਲੀ ਰੋਡ, ਗਲੀ ਨੰ: 1, ਅਨੂਪਗੜ੍ਹ ਬਿਆਨ ਕਰਦਾ ਹਾਂ ਕਿ ਮੇਰਾ ਲੜਕਾ ਅਤੇ ਨੂੰਹ ਮੇਰੇ ਕਹਿਣੇ ਤੋਂ ਬਾਹਰ ਹਨ। ਮੈਂ ਉਨ੍ਹਾਂ ਨੂੰ ਬੇਦਖਲ ਕਰਦਾ ਹਾਂ। 7171 xyxy=(385,384,755,434)
list-item: ❖ ਮੈਂ ਸੰਦੀਪ ਸਿੰਘ ਪੁੱਤਰ ਹਰਦੇਵ ਸਿੰਘ ਵਾਸੀ ਪਿੰਡ ਸਮਰਾਲਾ ਬਿਆਨ ਕਰਦਾ ਹਾਂ ਕਿ ਮੇਰਾ ਲੜਕਾ ਮੇਰੇ ਕਹਿਣੇ ਤੋਂ ਬਾਹਰ ਹੈ। 7171 xyxy=(385,939,755,973)
list-item: ❖ I, Lavpreet Singh s/o Gurcharan Singh R/o #23 st no 4 new guru nanak nagar 33 feet road mundian kalan Ludhiana 141015 changed name to Lovepreet Singh. xyxy=(195,1250,377,1346)
story2-body: ਫ਼ਰੀਦਕੋਟ, 28 ਅਗਸਤ (ਹਰਦੀਪ ਸਿੰਘ): ਪੰਜਾਬ ਦੇ ਕਈ ਜ਼ਿਲ੍ਹਿਆਂ ਵਿੱਚ ਹੜ੍ਹਾਂ ਕਾਰਨ ਪੈਦਾ ਹੋਈ ਸਥਿਤੀ ਵਿੱਚ ਸਰਕਾਰਾਂ ਨੂੰ ਪੀੜਤਾਂ ਦੀ ਮਦਦ ਲਈ ਤੁਰੰਤ ਕਦਮ ਚੁੱਕਣੇ ਚਾਹੀਦੇ ਹਨ। ਕਿਸਾਨਾਂ ਦੀਆਂ ਫ਼ਸਲਾਂ ਦਾ ਭਾਰੀ ਨੁਕਸਾਨ ਹੋਇਆ ਹੈ ਅਤੇ ਉਨ੍ਹਾਂ ਨੂੰ ਮੁਆਵਜ਼ਾ ਦਿੱਤਾ ਜਾਣਾ ਚਾਹੀਦਾ ਹੈ। xyxy=(864,1257,1133,1330)
public-notice-2-title: Public Notice xyxy=(1187,407,1277,421)
list-item: ❖ ਮੈਂ ਪ੍ਰਦੀਪ ਸਿੰਘ ਪੁੱਤਰ ਜੋਗਿੰਦਰ ਸਿੰਘ ਪਿੰਡ ਭਲਾਣ ਤਹਿਸੀਲ ਜਗਰਾਉਂ ਜ਼ਿਲ੍ਹਾ ਲੁਧਿਆਣਾ ਨੇ ਆਪਣਾ ਨਾਮ ਬਦਲ ਕੇ ਪ੍ਰਦੀਪ ਸਿੰਘ ਰੱਖ ਲਿਆ ਹੈ। xyxy=(6,352,188,416)
list-item: ❖ ਮੈਂ Raghvir ਸਿੰਘ ਪੁੱਤਰ ਬਲਦੇਵ ਸਿੰਘ ਵਾਸੀ ਪਿੰਡ ਚੌਂਤਾ ਨੇ ਆਪਣਾ ਨਾਮ ਬਦਲ ਕੇ Raghuveer ਸਿੰਘ ਰੱਖ ਲਿਆ ਹੈ। xyxy=(6,954,188,1003)
footer xyxy=(0,2348,1512,2411)
list-item: ❖ ਮੈਂ ਉਜਾਗਰ ਸਿੰਘ ਪੁੱਤਰ ਬੀਰਾ ਰਾਮ ਵਾਸੀ ਪਿੰਡ ਮਨਾਸ ਬਿਆਨ ਕਰਦਾ ਹਾਂ ਕਿ ਮੇਰਾ ਲੜਕਾ ਮੇਰੇ ਕਹਿਣੇ ਤੋਂ ਬਾਹਰ ਹੈ। xyxy=(385,657,755,691)
court-notice-title: Public Notice xyxy=(1374,74,1464,88)
list-item: ❖ ਮੈਂ ਕਰਮਦੀਪ ਕੌਰ ਵਾਸੀ ਗਲੀ 132, ਸੈਕਟਰ 70 ਮੋਹਾਲੀ ਨੇ ਆਪਣੀ ਪੁੱਤਰੀ ਦਾ ਨਾਮ ਬਦਲ ਕੇ ਹਰਨੂਰ ਕੌਰ ਰੱਖ ਦਿੱਤਾ ਹੈ। xyxy=(6,1338,188,1387)
list-item: ❖ ਮੀਟਰ ਕੁਨੈਕਸ਼ਨ ਖਾਤਾ ਨੰਬਰ ਏ.ਪੀ-11-315 20 ਹਾਰਸ ਪਾਵਰ ਜੋ ਕਿ ਗੁਰਦੇਵ ਸਿੰਘ ਪੁੱਤਰ ਭਾਗ ਸਿੰਘ ਵਾਸੀ ਪਿੰਡ ਫ਼ਰੀਦਕੋਟ ਦੇ ਨਾਮ ਚੱਲ ਰਿਹਾ ਹੈ। xyxy=(763,262,1133,296)
story-body: ਡੇਰਾਬੱਸੀ, 28 ਅਗਸਤ (ਗੁਰਜੀਤ ਈਸਾਪੁਰ): ਹਲਕਾ ਡੇਰਾਬੱਸੀ ਦੇ ਪਿੰਡਾਂ ਦੇ ਵਿਕਾਸ ਕਾਰਜ ਕਰਵਾਉਣਾ ਸਾਡਾ ਮੁੱਖ ਮੰਤਵ ਹੈ। ਪਿੰਡਾਂ ਦੀ ਡਿਵੈਲਪਮੈਂਟ ਲਈ ਜੋ ਵਾਅਦੇ ਕੀਤੇ ਜਾਣਗੇ ਉਹ ਪਹਿਲ ਦੇ ਆਧਾਰ ਤੇ ਪੂਰੇ ਕੀਤੇ ਜਾਣਗੇ। ਇਸ ਮੌਕੇ ਪਿੰਡ ਵਾਸੀਆਂ ਨੇ ਧੰਨਵਾਦ ਕੀਤਾ। xyxy=(763,1130,1133,1173)
list-item: ❖ ਮੈਂ ਹਰਜਿੰਦਰ ਸਿੰਘ ਪੁੱਤਰ ਹਰਬਖਸ਼ ਸਿੰਘ ਵਾਸੀ ਪਿੰਡ ਕਾਲਸਾਂ ਨੇ ਆਪਣਾ ਨਾਮ ਬਦਲ ਕੇ ਹਰਜਿੰਦਰ ਸਿੰਘ ਰੱਖ ਲਿਆ ਹੈ। xyxy=(6,1146,188,1195)
column-divider xyxy=(758,68,759,2344)
list-item: ❖ I Jiya Lal S/o Fateh Chand R/o H.No 937/D Fateh Cold Store P.A.U Dashmesh Nagar Ayali Khurd (Ludhiana) have changed my name to Jiya Lal Sharma. xyxy=(195,1149,377,1245)
list-item: ❖ ਮੀਟਰ ਕੁਨੈਕਸ਼ਨ ਖਾਤਾ ਨੰਬਰ ਡੀ.ਐਸ.-502 ਏ.ਪੀ 12.5 ਹਾਰਸ ਪਾਵਰ ਜੋ ਕਿ ਸਵੇਟ ਸਿੰਘ ਪੁੱਤਰ ਵਾਸੀ ਪਿੰਡ ਫ਼ਰੀਦਕੋਟ ਦੇ ਨਾਮ ਚੱਲ ਰਿਹਾ ਹੈ। xyxy=(763,343,1133,377)
story2-portrait xyxy=(763,1256,857,1382)
list-item: ❖ ਮੈਂ ਪ੍ਰਦੀਪ ਪੁੱਤਰ ਅਸ਼ੋਕ ਕੁਮਾਰ ਵਾਸੀ ਮਕਾਨ ਨੰਬਰ 3, ਗਲੀ ਨੰਬਰ 1, ਨੇੜੇ ਸੰਜਯ ਪਬਲਿਕ ਸਕੂਲ, ਖੰਨਾ, ਲੁਧਿਆਣਾ ਨੇ ਆਪਣੇ 10 ਵੀਂ ਜਮਾਤ ਦੇ ਸਰਟੀਫਿਕੇਟ ਗੁੰਮ ਹੋਣ ਬਾਰੇ ਸੂਚਿਤ ਕੀਤਾ ਹੈ। xyxy=(763,465,1133,515)
court-notice-box xyxy=(1330,68,1508,165)
list-item: ❖ ਮੈਂ ਗੁਰਚਰਨ ਸਿੰਘ ਵੜੈਚ ਪੁੱਤਰ ਹਰਨਾਮ ਸਿੰਘ ਵਾਸੀ ਭਲਵੰਡੀ ਨੇ ਆਪਣਾ ਨਾਮ ਬਦਲ ਕੇ ਗੁਰਚਰਨ ਸਿੰਘ ਰੱਖ ਲਿਆ ਹੈ। xyxy=(6,815,188,864)
list-item: ❖ ਮੈਂ ਗੁਰਿੰਦਰ ਸਿੰਘ ਪੁੱਤਰ ਗੁਰਦੇਵ ਸਿੰਘ ਪਿੰਡ ਫ਼ੌਜ ਖੁਰਦ (ਮੋਗਾ) ਨੇ ਆਪਣਾ ਨਾਮ ਬਦਲ ਕੇ ਗੁਰਵਿੰਦਰ ਸਿੰਘ ਰੱਖ ਲਿਆ ਹੈ। ਸੰਬੰਧਿਤ ਨੋਟ ਕਰਨ। xyxy=(6,213,188,277)
bank-account-text: ਅਦਾਰਾ ਪਹਿਰੇਦਾਰ ਦਾ ਬੈਂਕ ਖਾਤਾ Yes Bank Ltd 'ਚ ਪਹਿਰੇਦਾਰ ਦੇ ਨਾਮ ਤੇ ਹੈ। ਜਿਸਦਾ ਖਾਤੇ ਦਾ ਨੰ: 060126900000220 ਹੈ। ਆਈ. ਐਫ. ਐਸ. ਕੋਡ ਨੰ: Yesb0000601 ਹੈ। xyxy=(6,110,377,165)
list-item: ❖ ਮੈਂ ਸੁਨੀਲ ਕੁਮਾਰ ਸਿੰਗਲਾ ਪੁੱਤਰ ਹੰਸ ਰਾਜ ਵਾਸੀ ਮਕਾਨ ਨੰ: 34 ਨਿਊ ਮਾਡਲ ਟਾਊਨ ਪਟਿਆਲਾ-147001 ਪੰਜਾਬ ਨੇ ਆਪਣਾ ਨਾਮ ਬਦਲ ਕੇ ਸੁਨੀਲ ਕੁਮਾਰ ਰੱਖ ਲਿਆ ਹੈ। xyxy=(195,213,377,293)
page-number: 2 xyxy=(5,3,54,55)
public-notice-title: Public Notice xyxy=(1187,74,1277,88)
list-item: ❖ ਮੈਂ ਰਾਜ ਕੁਮਾਰ ਪੁੱਤਰ ਸ਼ਿੰਦਰ ਪਾਲ ਵਾਸੀ ਮਕਾਨ ਨੰ: 4346/2 ਗੁਰੂ ਤੇਗ ਬਹਾਦਰ ਨਗਰ ਨੇ ਆਪਣਾ ਨਾਮ ਬਦਲ ਕੇ ਰਾਜ ਕੁਮਾਰ ਰੱਖ ਲਿਆ ਹੈ। xyxy=(195,298,377,363)
court-notice-3-text: ਮੈਂ ਗੁਰਜੀਤ ਸਿੰਘ ਵਾਸੀ ਪਿੰਡ ਸਿੰਘਪੁਰਾ ਬਿਆਨ ਕਰਦਾ ਹਾਂ ਕਿ ਮੇਰਾ ਪਾਸਪੋਰਟ ਗੁੰਮ ਹੋ ਗਿਆ ਹੈ। ਲੱਭਣ ਵਾਲਾ ਸੰਪਰਕ ਕਰੇ। xyxy=(1421,299,1502,378)
list-item: ❖ ਮੈਂ ਸੰਤੋਸ਼ ਰਾਣੀ ਪਤਨੀ ਹਰਨਾਮ ਸਿੰਘ ਵਾਸੀ ਅਮਰਗੜ੍ਹ ਬਿਆਨ ਕਰਦੀ ਹਾਂ ਕਿ ਮੇਰਾ ਲੜਕਾ ਮੇਰੇ ਕਹਿਣੇ ਤੋਂ ਬਾਹਰ ਹੈ। xyxy=(385,617,755,651)
list-item: ❖ ਮੈਂ ਜਤਿੰਦਰ ਸਿੰਘ ਪੁੱਤਰ ਹਰਬੰਸ ਸਿੰਘ ਵਾਸੀ 285-ਸੀ, ਫੇਸ-1, ਅਰਬਨ ਅਸਟੇਟ ਦੁੱਗਰੀ, ਲੁਧਿਆਣਾ ਨੇ ਆਪਣਾ ਨਾਮ ਬਦਲ ਕੇ ਜਤਿੰਦਰ ਸਿੰਘ ਰੱਖ ਲਿਆ ਹੈ। xyxy=(6,1007,188,1072)
